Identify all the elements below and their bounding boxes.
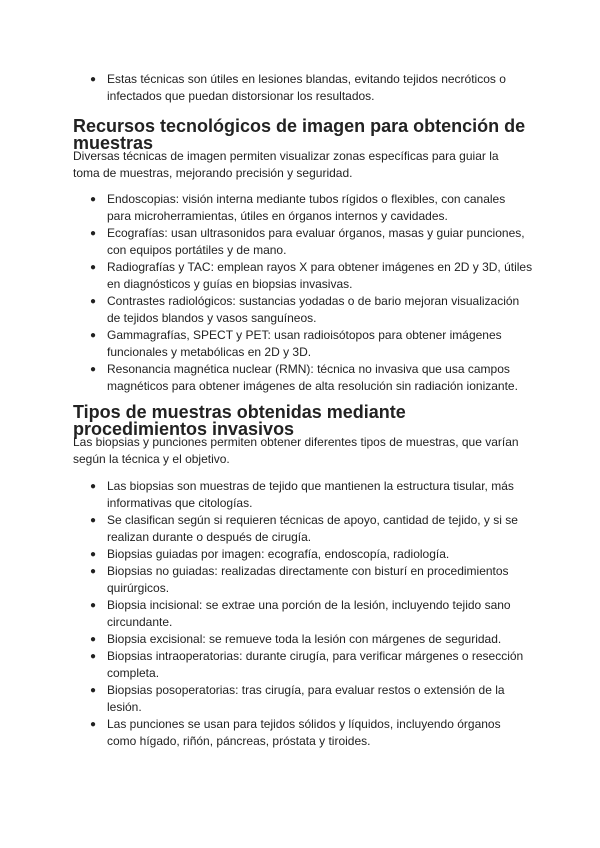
text-line: como hígado, riñón, páncreas, próstata y tiroides. bbox=[107, 734, 371, 748]
text-line: para microherramientas, útiles en órganos internos y cavidades. bbox=[107, 209, 448, 223]
text-line: en diagnósticos y guías en biopsias invasivas. bbox=[107, 277, 353, 291]
text-line: magnéticos para obtener imágenes de alta resolución sin radiación ionizante. bbox=[107, 379, 518, 393]
list-item bbox=[73, 648, 533, 682]
text-line: Biopsias posoperatorias: tras cirugía, para evaluar restos o extensión de la bbox=[107, 683, 505, 697]
bullet-icon: ● bbox=[90, 296, 97, 307]
text-line: Las biopsias son muestras de tejido que mantienen la estructura tisular, más bbox=[107, 479, 514, 493]
text-line: según la técnica y el objetivo. bbox=[73, 452, 230, 466]
bullet-icon: ● bbox=[90, 651, 97, 662]
text-line: realizan durante o después de cirugía. bbox=[107, 530, 312, 544]
text-line: Endoscopias: visión interna mediante tubos rígidos o flexibles, con canales bbox=[107, 192, 506, 206]
text-line: Radiografías y TAC: emplean rayos X para obtener imágenes en 2D y 3D, útiles bbox=[107, 260, 533, 274]
text-line: quirúrgicos. bbox=[107, 581, 170, 595]
text-line: funcionales y metabólicas en 2D y 3D. bbox=[107, 345, 312, 359]
bullet-icon: ● bbox=[90, 262, 97, 273]
bullet-icon: ● bbox=[90, 566, 97, 577]
bullet-icon: ● bbox=[90, 515, 97, 526]
list-item bbox=[73, 546, 533, 563]
text-line: Estas técnicas son útiles en lesiones blandas, evitando tejidos necróticos o bbox=[107, 72, 506, 86]
section-paragraph-tipos bbox=[73, 434, 543, 468]
text-line: completa. bbox=[107, 666, 160, 680]
bullet-icon: ● bbox=[90, 74, 97, 85]
text-line: infectados que puedan distorsionar los resultados. bbox=[107, 89, 375, 103]
bullet-icon: ● bbox=[90, 719, 97, 730]
text-line: Contrastes radiológicos: sustancias yodadas o de bario mejoran visualización bbox=[107, 294, 520, 308]
list-item bbox=[73, 478, 533, 512]
bullet-icon: ● bbox=[90, 600, 97, 611]
text-line: lesión. bbox=[107, 700, 142, 714]
text-line: Biopsia incisional: se extrae una porción de la lesión, incluyendo tejido sano bbox=[107, 598, 511, 612]
text-line: de tejidos blandos y vasos sanguíneos. bbox=[107, 311, 317, 325]
bullet-icon: ● bbox=[90, 481, 97, 492]
list-item bbox=[73, 225, 533, 259]
bullet-icon: ● bbox=[90, 549, 97, 560]
list-item bbox=[73, 563, 533, 597]
bullet-icon: ● bbox=[90, 685, 97, 696]
text-line: Gammagrafías, SPECT y PET: usan radioisótopos para obtener imágenes bbox=[107, 328, 502, 342]
list-item bbox=[73, 361, 533, 395]
bullet-icon: ● bbox=[90, 634, 97, 645]
list-item bbox=[73, 716, 533, 750]
list-item bbox=[73, 682, 533, 716]
bullet-icon: ● bbox=[90, 228, 97, 239]
list-item bbox=[73, 631, 533, 648]
text-line: Ecografías: usan ultrasonidos para evaluar órganos, masas y guiar punciones, bbox=[107, 226, 525, 240]
section-heading-imagen: Recursos tecnológicos de imagen para obtención de muestras bbox=[73, 116, 526, 153]
text-line: circundante. bbox=[107, 615, 173, 629]
text-line: Diversas técnicas de imagen permiten visualizar zonas específicas para guiar la bbox=[73, 149, 499, 163]
bullet-icon: ● bbox=[90, 194, 97, 205]
tipos-bullet-list bbox=[73, 478, 533, 750]
list-item bbox=[73, 191, 533, 225]
list-item bbox=[73, 259, 533, 293]
list-item bbox=[73, 327, 533, 361]
text-line: Biopsias no guiadas: realizadas directamente con bisturí en procedimientos bbox=[107, 564, 509, 578]
intro-bullet-list bbox=[73, 71, 533, 105]
text-line: Resonancia magnética nuclear (RMN): técnica no invasiva que usa campos bbox=[107, 362, 510, 376]
imagen-bullet-list bbox=[73, 191, 533, 395]
text-line: informativas que citologías. bbox=[107, 496, 253, 510]
list-item bbox=[73, 597, 533, 631]
text-line: Las biopsias y punciones permiten obtener diferentes tipos de muestras, que varían bbox=[73, 435, 519, 449]
bullet-icon: ● bbox=[90, 364, 97, 375]
text-line: Biopsia excisional: se remueve toda la lesión con márgenes de seguridad. bbox=[107, 632, 502, 646]
text-line: Las punciones se usan para tejidos sólidos y líquidos, incluyendo órganos bbox=[107, 717, 501, 731]
list-item bbox=[73, 71, 533, 105]
section-paragraph-imagen bbox=[73, 148, 543, 182]
list-item bbox=[73, 293, 533, 327]
text-line: Se clasifican según si requieren técnicas de apoyo, cantidad de tejido, y si se bbox=[107, 513, 518, 527]
bullet-icon: ● bbox=[90, 330, 97, 341]
section-heading-tipos: Tipos de muestras obtenidas mediante procedimientos invasivos bbox=[73, 402, 406, 439]
text-line: con equipos portátiles y de mano. bbox=[107, 243, 287, 257]
text-line: toma de muestras, mejorando precisión y seguridad. bbox=[73, 166, 353, 180]
text-line: Biopsias guiadas por imagen: ecografía, endoscopía, radiología. bbox=[107, 547, 450, 561]
text-line: Biopsias intraoperatorias: durante cirugía, para verificar márgenes o resección bbox=[107, 649, 524, 663]
list-item bbox=[73, 512, 533, 546]
